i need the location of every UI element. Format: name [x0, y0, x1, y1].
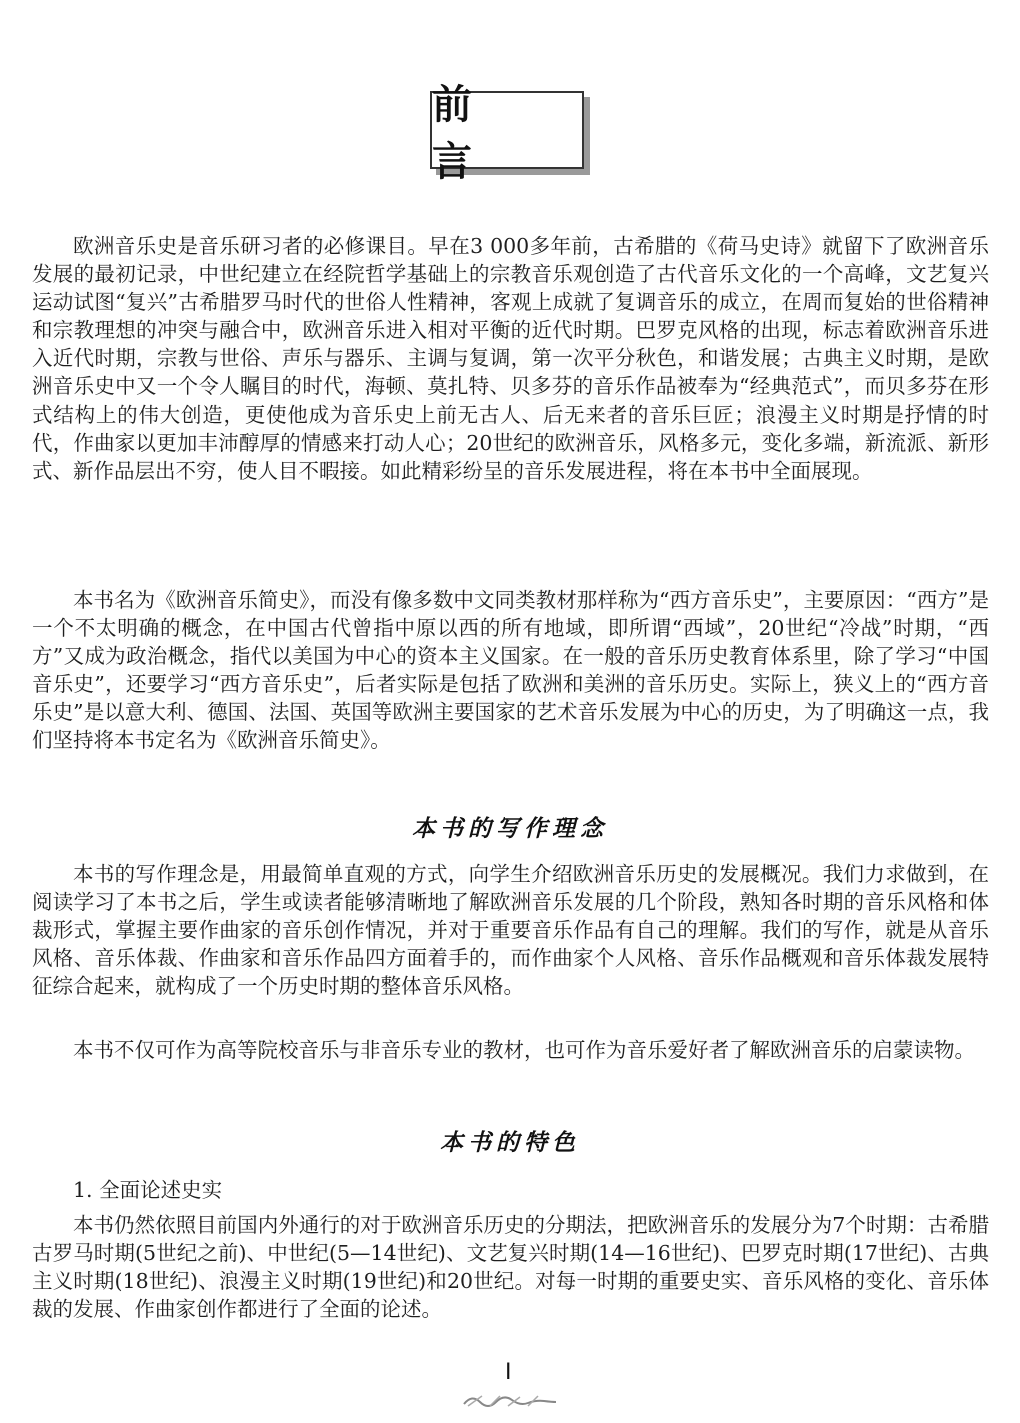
feature-item-1: 1. 全面论述史实 — [73, 1178, 223, 1202]
page-title: 前 言 — [432, 82, 516, 185]
features-paragraph-1: 本书仍然依照目前国内外通行的对于欧洲音乐历史的分期法，把欧洲音乐的发展分为7个时期：古希腊古罗马时期(5世纪之前)、中世纪(5—14世纪)、文艺复兴时期(14—16世纪)、巴罗克时期(17世纪)、古典主义时期(18世纪)、浪漫主义时期(19世纪)和20世纪。对每一时期的重要史实、音乐风格的变化、音乐体裁的发展、作曲家创作都进行了全面的论述。 — [32, 1213, 989, 1322]
intro-paragraph-2: 本书名为《欧洲音乐简史》，而没有像多数中文同类教材那样称为“西方音乐史”，主要原因：“西方”是一个不太明确的概念，在中国古代曾指中原以西的所有地域，即所谓“西域”，20世纪“冷战”时期，“西方”又成为政治概念，指代以美国为中心的资本主义国家。在一般的音乐历史教育体系里，除了学习“中国音乐史”，还要学习“西方音乐史”，后者实际是包括了欧洲和美洲的音乐历史。实际上，狭义上的“西方音乐史”是以意大利、德国、法国、英国等欧洲主要国家的艺术音乐发展为中心的历史，为了明确这一点，我们坚持将本书定名为《欧洲音乐简史》。 — [32, 588, 989, 753]
section-heading-writing-concept: 本书的写作理念 — [412, 815, 608, 842]
writing-concept-paragraph-2: 本书不仅可作为高等院校音乐与非音乐专业的教材，也可作为音乐爱好者了解欧洲音乐的启蒙读物。 — [73, 1038, 975, 1062]
intro-paragraph-1: 欧洲音乐史是音乐研习者的必修课目。早在3 000多年前，古希腊的《荷马史诗》就留下了欧洲音乐发展的最初记录，中世纪建立在经院哲学基础上的宗教音乐观创造了古代音乐文化的一个高峰，文艺复兴运动试图“复兴”古希腊罗马时代的世俗人性精神，客观上成就了复调音乐的成立，在周而复始的世俗精神和宗教理想的冲突与融合中，欧洲音乐进入相对平衡的近代时期。巴罗克风格的出现，标志着欧洲音乐进入近代时期，宗教与世俗、声乐与器乐、主调与复调，第一次平分秋色，和谐发展；古典主义时期，是欧洲音乐史中又一个令人瞩目的时代，海顿、莫扎特、贝多芬的音乐作品被奉为“经典范式”，而贝多芬在形式结构上的伟大创造，更使他成为音乐史上前无古人、后无来者的音乐巨匠；浪漫主义时期是抒情的时代，作曲家以更加丰沛醇厚的情感来打动人心；20世纪的欧洲音乐，风格多元，变化多端，新流派、新形式、新作品层出不穷，使人目不暇接。如此精彩纷呈的音乐发展进程，将在本书中全面展现。 — [32, 234, 989, 483]
writing-concept-paragraph-1: 本书的写作理念是，用最简单直观的方式，向学生介绍欧洲音乐历史的发展概况。我们力求做到，在阅读学习了本书之后，学生或读者能够清晰地了解欧洲音乐发展的几个阶段，熟知各时期的音乐风格和体裁形式，掌握主要作曲家的音乐创作情况，并对于重要音乐作品有自己的理解。我们的写作，就是从音乐风格、音乐体裁、作曲家和音乐作品四方面着手的，而作曲家个人风格、音乐作品概观和音乐体裁发展特征综合起来，就构成了一个历史时期的整体音乐风格。 — [32, 862, 989, 999]
footer-decoration — [462, 1390, 558, 1410]
title-box — [430, 82, 584, 185]
page-number: I — [505, 1360, 512, 1385]
section-heading-features: 本书的特色 — [440, 1129, 580, 1156]
